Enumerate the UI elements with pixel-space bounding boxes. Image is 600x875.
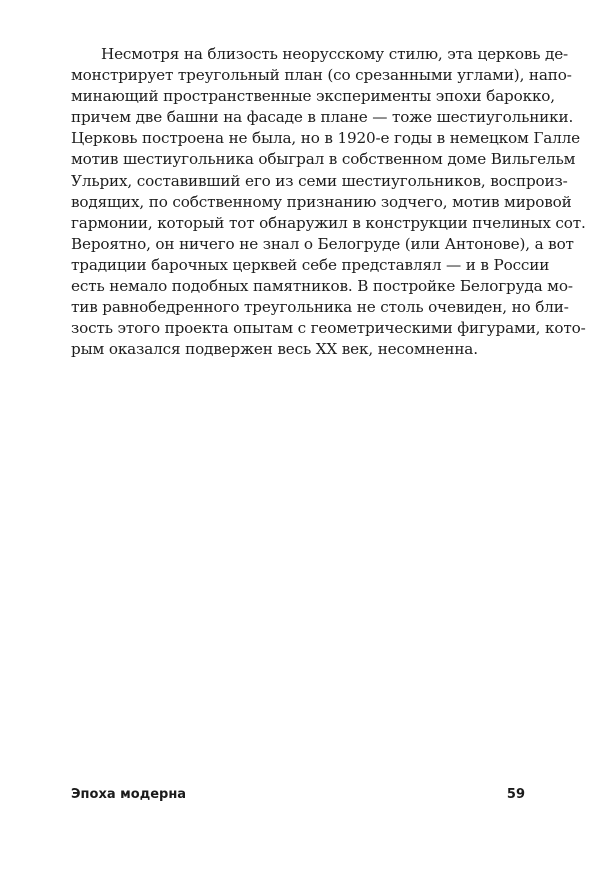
paragraph-line: есть немало подобных памятников. В постройке Белогруда мо- <box>71 277 573 296</box>
paragraph-line: зость этого проекта опытам с геометрическими фигурами, кото- <box>71 319 586 338</box>
paragraph-line: рым оказался подвержен весь XX век, несомненна. <box>71 340 478 359</box>
paragraph-line: водящих, по собственному признанию зодчего, мотив мировой <box>71 192 572 211</box>
page-number: 59 <box>506 787 525 802</box>
paragraph-line: гармонии, который тот обнаружил в конструкции пчелиных сот. <box>71 213 586 232</box>
paragraph-line: Ульрих, составивший его из семи шестиугольников, воспроиз- <box>71 171 568 190</box>
running-title: Эпоха модерна <box>71 787 187 802</box>
paragraph-line: Несмотря на близость неорусскому стилю, эта церковь де- <box>101 45 569 63</box>
paragraph-line: Церковь построена не была, но в 1920-е годы в немецком Галле <box>71 129 580 148</box>
page-footer <box>71 787 525 807</box>
body-paragraph <box>71 44 586 360</box>
paragraph-line: мотив шестиугольника обыграл в собственном доме Вильгельм <box>71 150 576 169</box>
paragraph-line: тив равнобедренного треугольника не столь очевиден, но бли- <box>71 298 569 317</box>
paragraph-line: монстрирует треугольный план (со срезанными углами), напо- <box>71 66 572 85</box>
paragraph-line: причем две башни на фасаде в плане — тоже шестиугольники. <box>71 108 574 127</box>
paragraph-line: традиции барочных церквей себе представлял — и в России <box>71 255 550 274</box>
paragraph-line: минающий пространственные эксперименты эпохи барокко, <box>71 87 555 106</box>
paragraph-line: Вероятно, он ничего не знал о Белогруде (или Антонове), а вот <box>71 234 574 253</box>
